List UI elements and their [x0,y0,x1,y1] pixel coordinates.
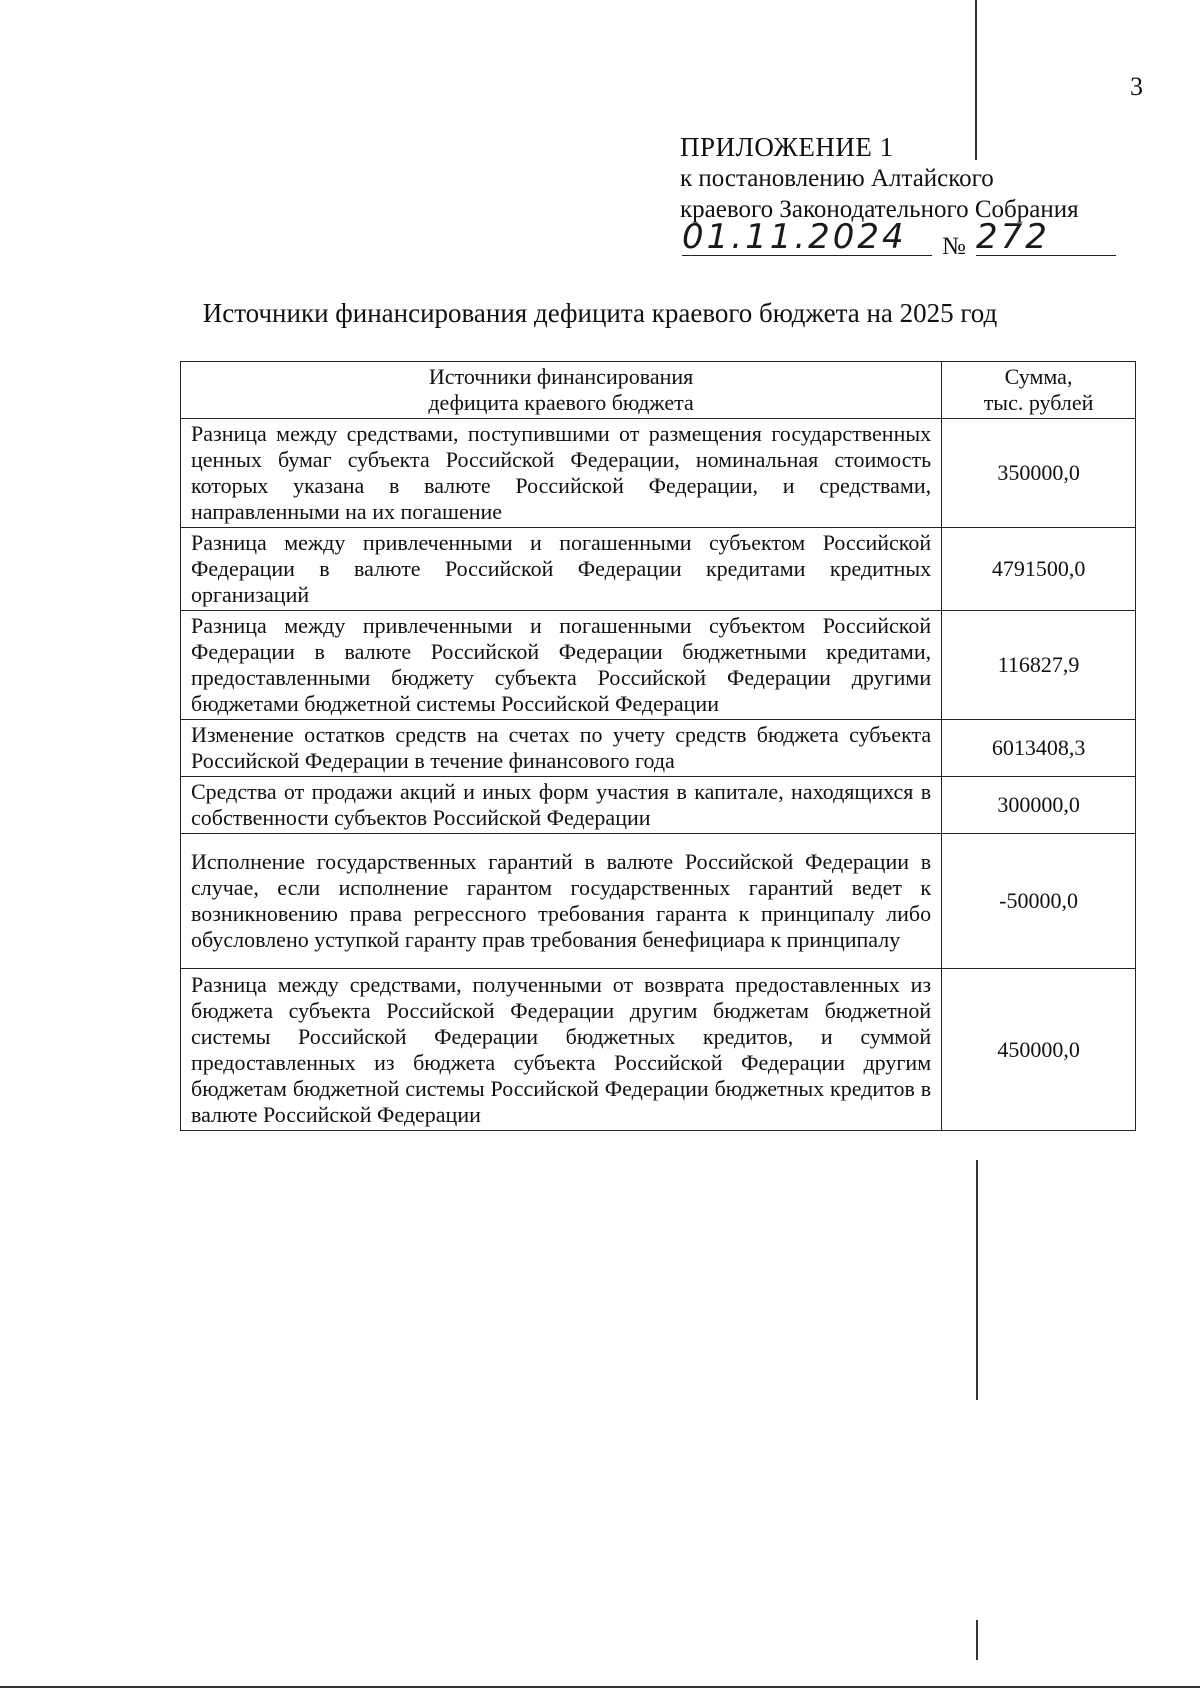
date-number-row [680,217,1150,261]
financing-sources-table [180,361,1136,1131]
appendix-header [680,132,1150,261]
table-row [181,611,1136,720]
table-row [181,720,1136,777]
scan-artifact-line [0,1686,1200,1688]
row-source: Разница между средствами, полученными от возврата предоставленных из бюджета субъекта Российской Федерации другим бюджетам бюджетной системы Российской Федерации бюджетных кредитов, и суммой предоставленных из бюджета субъекта Российской Федерации другим бюджетам бюджетной системы Российской Федерации бюджетных кредитов в валюте Российской Федерации [181,969,942,1131]
row-source: Исполнение государственных гарантий в валюте Российской Федерации в случае, если исполнение гарантом государственных гарантий ведет к возникновению права регрессного требования гаранта к принципалу либо обусловлено уступкой гаранту прав требования бенефициара к принципалу [181,834,942,969]
table-row [181,419,1136,528]
appendix-heading: ПРИЛОЖЕНИЕ 1 [680,132,894,162]
table-header-row [181,362,1136,419]
number-sign: № [942,233,966,260]
handwritten-date: 01.11.2024 [682,219,932,256]
row-amount: 450000,0 [942,969,1136,1131]
row-amount: 116827,9 [942,611,1136,720]
row-source: Изменение остатков средств на счетах по учету средств бюджета субъекта Российской Федерации в течение финансового года [181,720,942,777]
row-amount: 4791500,0 [942,528,1136,611]
table-row [181,834,1136,969]
table-row [181,528,1136,611]
row-amount: 300000,0 [942,777,1136,834]
document-title: Источники финансирования дефицита краевого бюджета на 2025 год [202,298,998,328]
row-source: Разница между привлеченными и погашенными субъектом Российской Федерации в валюте Российской Федерации бюджетными кредитами, предоставленными бюджету субъекта Российской Федерации другими бюджетами бюджетной системы Российской Федерации [181,611,942,720]
appendix-line-2: краевого Законодательного Собрания [680,196,1079,223]
row-source: Разница между привлеченными и погашенными субъектом Российской Федерации в валюте Российской Федерации кредитами кредитных организаций [181,528,942,611]
header-sources: Источники финансирования дефицита краевого бюджета [181,362,942,419]
scan-artifact-line [976,1160,978,1400]
row-source: Разница между средствами, поступившими от размещения государственных ценных бумаг субъекта Российской Федерации, номинальная стоимость которых указана в валюте Российской Федерации, и средствами, направленными на их погашение [181,419,942,528]
appendix-line-1: к постановлению Алтайского [680,165,994,192]
row-amount: 6013408,3 [942,720,1136,777]
row-amount: -50000,0 [942,834,1136,969]
table-row [181,777,1136,834]
row-source: Средства от продажи акций и иных форм участия в капитале, находящихся в собственности субъектов Российской Федерации [181,777,942,834]
scan-artifact-line [976,1620,978,1660]
handwritten-number: 272 [976,219,1116,256]
page-number: 3 [1130,72,1143,101]
row-amount: 350000,0 [942,419,1136,528]
header-amount: Сумма, тыс. рублей [942,362,1136,419]
table-row [181,969,1136,1131]
